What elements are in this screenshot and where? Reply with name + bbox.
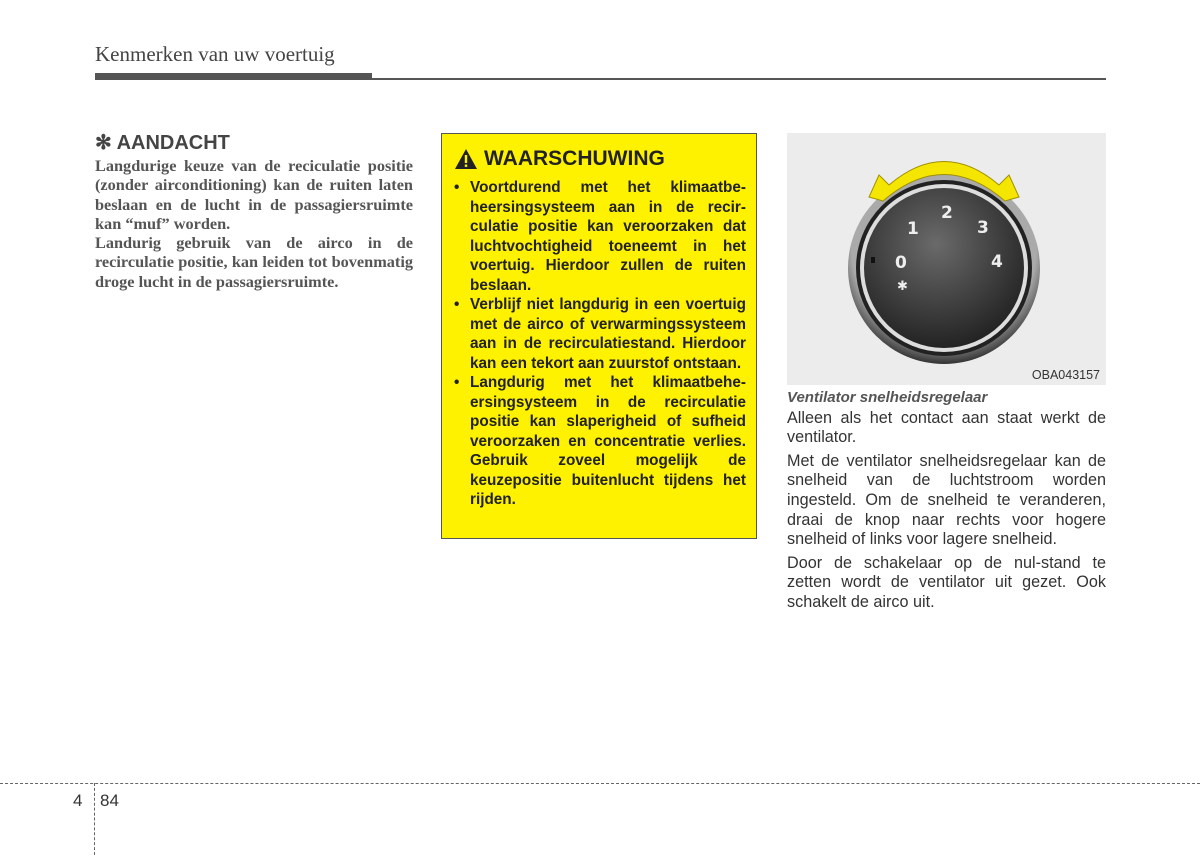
caution-title: ✻ AANDACHT [95,132,230,154]
caution-paragraph: Landurig gebruik van de airco in de recirculatie positie, kan leiden tot bovenmatig droge lucht in de passagiersruimte. [95,233,413,291]
caution-section [95,131,413,291]
dial-label-2: 2 [941,203,953,223]
fan-speed-dial-figure [787,133,1106,385]
figure-caption: Ventilator snelheidsregelaar [787,389,988,406]
dial-label-3: 3 [977,218,989,238]
running-header: Kenmerken van uw voertuig [95,42,335,66]
fan-dial-illustration [787,133,1106,385]
warning-item: • Verblijf niet langdurig in een voertuig met de airco of verwarmingssysteem aan in de recirculatiestand. Hierdoor kan een tekort aan zuurstof ontstaan. [454,295,746,373]
footer-divider [94,783,95,855]
dial-label-1: 1 [907,219,919,239]
page-number: 84 [100,791,119,810]
body-paragraph: Alleen als het contact aan staat werkt de ventilator. [787,408,1106,447]
figure-id: OBA043157 [1031,368,1100,382]
footer-rule [0,783,1200,784]
dial-label-4: 4 [991,252,1003,272]
caution-paragraph: Langdurige keuze van de reciculatie positie (zonder airconditioning) kan de ruiten laten beslaan en de lucht in de passagiersruimte kan “muf” worden. [95,156,413,233]
fan-speed-section [787,388,1106,617]
chapter-number: 4 [73,791,83,810]
warning-title: WAARSCHUWING [484,147,665,170]
warning-box [441,133,757,539]
header-rule [95,78,1106,80]
warning-item: • Langdurig met het klimaatbeheersingsysteem in de recirculatie positie kan slaperigheid of sufheid veroorzaken en concentratie verlies. Gebruik zoveel mogelijk de keuzepositie buitenlucht tijdens het rijden. [454,373,746,510]
warning-list [442,178,756,510]
warning-triangle-icon [454,148,478,170]
body-paragraph: Met de ventilator snelheidsregelaar kan de snelheid van de luchtstroom worden ingesteld. Om de snelheid te veranderen, draai de knop naar rechts voor hogere snelheid of links voor lagere snelheid. [787,451,1106,549]
fan-icon: ✱ [897,279,908,294]
body-paragraph: Door de schakelaar op de nul-stand te zetten wordt de ventilator uit gezet. Ook schakelt de airco uit. [787,553,1106,611]
dial-label-0: 0 [895,253,907,273]
warning-item: • Voortdurend met het klimaatbeheersingsysteem aan in de recirculatie positie kan veroorzaken dat luchtvochtigheid toeneemt in het voertuig. Hierdoor zullen de ruiten beslaan. [454,178,746,295]
warning-heading [454,146,756,172]
